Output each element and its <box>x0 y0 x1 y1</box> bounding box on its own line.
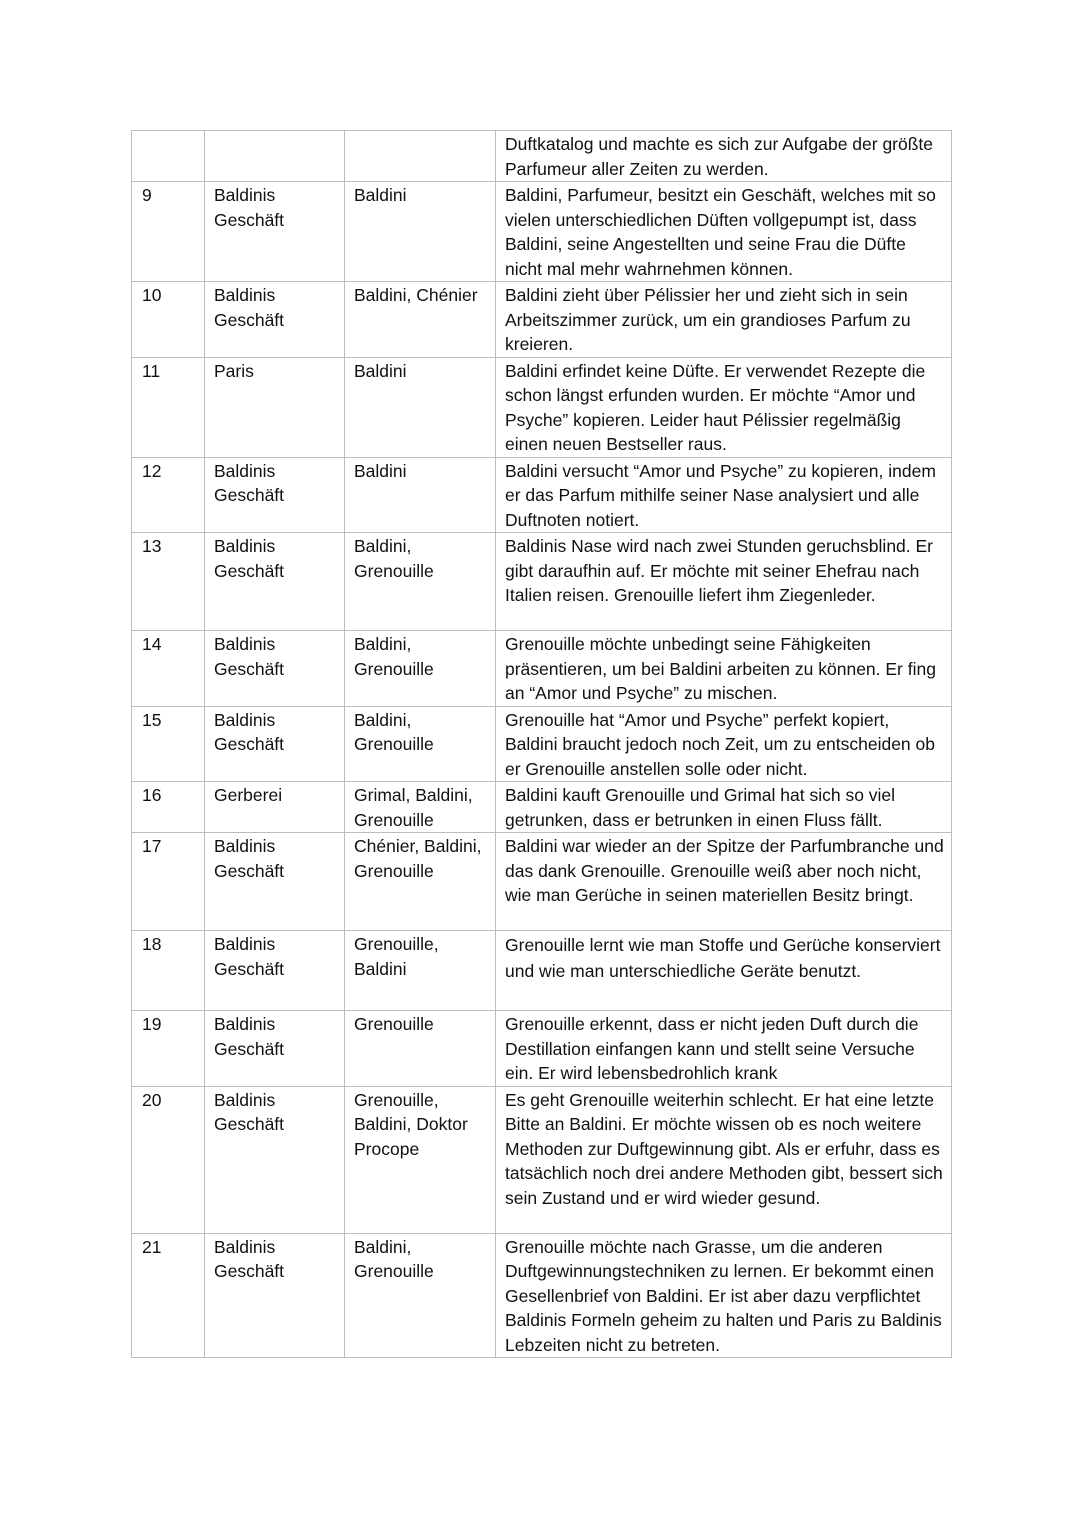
chapter-number-cell: 14 <box>132 631 205 707</box>
characters-cell: Baldini, Chénier <box>345 282 496 358</box>
content-cell: Baldini kauft Grenouille und Grimal hat sich so viel getrunken, dass er betrunken in einen Fluss fällt. <box>496 782 952 833</box>
chapter-number-cell: 11 <box>132 357 205 457</box>
table-row <box>132 631 952 707</box>
chapter-number-cell <box>132 131 205 182</box>
table-row <box>132 457 952 533</box>
place-cell: Baldinis Geschäft <box>205 1233 345 1358</box>
chapter-number-cell: 17 <box>132 833 205 931</box>
characters-cell: Baldini <box>345 357 496 457</box>
place-cell <box>205 131 345 182</box>
characters-cell: Grenouille, Baldini, Doktor Procope <box>345 1086 496 1233</box>
table-row <box>132 533 952 631</box>
characters-cell: Baldini, Grenouille <box>345 1233 496 1358</box>
content-cell: Baldini, Parfumeur, besitzt ein Geschäft, welches mit so vielen unterschiedlichen Düften vollgepumpt ist, dass Baldini, seine Angestellten und seine Frau die Düfte nicht mal mehr wahrnehmen können. <box>496 182 952 282</box>
place-cell: Baldinis Geschäft <box>205 533 345 631</box>
content-cell: Baldini versucht “Amor und Psyche” zu kopieren, indem er das Parfum mithilfe seiner Nase analysiert und alle Duftnoten notiert. <box>496 457 952 533</box>
table-row <box>132 1011 952 1087</box>
table-row <box>132 357 952 457</box>
content-cell: Duftkatalog und machte es sich zur Aufgabe der größte Parfumeur aller Zeiten zu werden. <box>496 131 952 182</box>
place-cell: Baldinis Geschäft <box>205 457 345 533</box>
chapter-summary-table <box>131 130 952 1358</box>
characters-cell: Grenouille, Baldini <box>345 931 496 1011</box>
place-cell: Baldinis Geschäft <box>205 1086 345 1233</box>
characters-cell: Chénier, Baldini, Grenouille <box>345 833 496 931</box>
characters-cell: Baldini <box>345 457 496 533</box>
place-cell: Baldinis Geschäft <box>205 182 345 282</box>
table-row <box>132 182 952 282</box>
place-cell: Baldinis Geschäft <box>205 706 345 782</box>
table-row <box>132 282 952 358</box>
chapter-number-cell: 13 <box>132 533 205 631</box>
content-cell: Es geht Grenouille weiterhin schlecht. Er hat eine letzte Bitte an Baldini. Er möchte wissen ob es noch weitere Methoden zur Duftgewinnung gibt. Als er erfuhr, dass es tatsächlich noch drei andere Methoden gibt, bessert sich sein Zustand und er wird wieder gesund. <box>496 1086 952 1233</box>
place-cell: Baldinis Geschäft <box>205 931 345 1011</box>
characters-cell: Grimal, Baldini, Grenouille <box>345 782 496 833</box>
content-cell: Grenouille möchte nach Grasse, um die anderen Duftgewinnungstechniken zu lernen. Er bekommt einen Gesellenbrief von Baldini. Er ist aber dazu verpflichtet Baldinis Formeln geheim zu halten und Paris zu Baldinis Lebzeiten nicht zu betreten. <box>496 1233 952 1358</box>
chapter-number-cell: 16 <box>132 782 205 833</box>
place-cell: Baldinis Geschäft <box>205 631 345 707</box>
content-cell: Grenouille erkennt, dass er nicht jeden Duft durch die Destillation einfangen kann und stellt seine Versuche ein. Er wird lebensbedrohlich krank <box>496 1011 952 1087</box>
place-cell: Paris <box>205 357 345 457</box>
table-row <box>132 1233 952 1358</box>
table-row <box>132 782 952 833</box>
table-row <box>132 833 952 931</box>
content-cell: Grenouille hat “Amor und Psyche” perfekt kopiert, Baldini braucht jedoch noch Zeit, um zu entscheiden ob er Grenouille anstellen solle oder nicht. <box>496 706 952 782</box>
place-cell: Baldinis Geschäft <box>205 833 345 931</box>
content-cell: Baldini war wieder an der Spitze der Parfumbranche und das dank Grenouille. Grenouille weiß aber noch nicht, wie man Gerüche in seinen materiellen Besitz bringt. <box>496 833 952 931</box>
place-cell: Baldinis Geschäft <box>205 1011 345 1087</box>
table-row <box>132 706 952 782</box>
characters-cell: Baldini <box>345 182 496 282</box>
characters-cell: Grenouille <box>345 1011 496 1087</box>
place-cell: Baldinis Geschäft <box>205 282 345 358</box>
chapter-number-cell: 20 <box>132 1086 205 1233</box>
chapter-number-cell: 9 <box>132 182 205 282</box>
table-row <box>132 1086 952 1233</box>
chapter-number-cell: 10 <box>132 282 205 358</box>
characters-cell: Baldini, Grenouille <box>345 631 496 707</box>
chapter-number-cell: 21 <box>132 1233 205 1358</box>
table-row <box>132 931 952 1011</box>
content-cell: Grenouille lernt wie man Stoffe und Gerüche konserviert und wie man unterschiedliche Geräte benutzt. <box>496 931 952 1011</box>
content-cell: Baldini zieht über Pélissier her und zieht sich in sein Arbeitszimmer zurück, um ein grandioses Parfum zu kreieren. <box>496 282 952 358</box>
content-cell: Baldini erfindet keine Düfte. Er verwendet Rezepte die schon längst erfunden wurden. Er möchte “Amor und Psyche” kopieren. Leider haut Pélissier regelmäßig einen neuen Bestseller raus. <box>496 357 952 457</box>
table-row <box>132 131 952 182</box>
chapter-number-cell: 18 <box>132 931 205 1011</box>
place-cell: Gerberei <box>205 782 345 833</box>
content-cell: Baldinis Nase wird nach zwei Stunden geruchsblind. Er gibt daraufhin auf. Er möchte mit seiner Ehefrau nach Italien reisen. Grenouille liefert ihm Ziegenleder. <box>496 533 952 631</box>
chapter-number-cell: 19 <box>132 1011 205 1087</box>
chapter-number-cell: 15 <box>132 706 205 782</box>
chapter-number-cell: 12 <box>132 457 205 533</box>
characters-cell: Baldini, Grenouille <box>345 533 496 631</box>
characters-cell <box>345 131 496 182</box>
characters-cell: Baldini, Grenouille <box>345 706 496 782</box>
content-cell: Grenouille möchte unbedingt seine Fähigkeiten präsentieren, um bei Baldini arbeiten zu können. Er fing an “Amor und Psyche” zu mischen. <box>496 631 952 707</box>
